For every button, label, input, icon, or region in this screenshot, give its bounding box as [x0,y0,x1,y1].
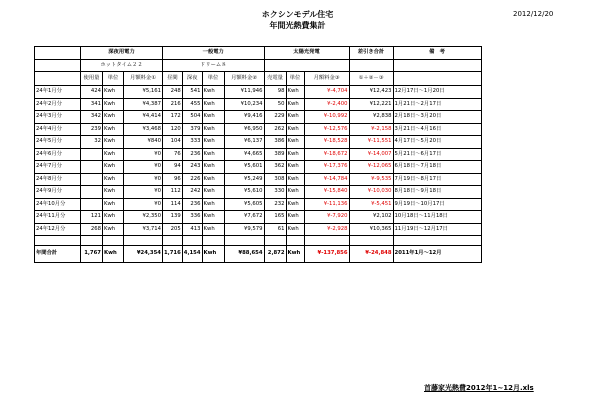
cell-sold-fee: ¥-17,376 [304,161,349,174]
table-row [35,223,482,236]
col-header: 売電量 [264,72,286,86]
cell-sold-fee: ¥-137,856 [304,246,349,263]
cell-month: 24年1月分 [35,86,81,99]
night-power-header: 深夜用電力 [81,47,163,60]
cell-sold-fee: ¥-2,400 [304,98,349,111]
cell-night-unit: Kwh [103,98,124,111]
cell-day: 248 [163,86,183,99]
col-header: 深夜 [182,72,202,86]
cell-period: 1月21日～2月17日 [393,98,481,111]
table-row [35,186,482,199]
cell-sold: 362 [264,161,286,174]
cell-gen-unit: Kwh [202,86,224,99]
cell-balance: ¥-5,451 [349,198,393,211]
cell-sold-unit: Kwh [286,223,304,236]
table-row [35,161,482,174]
cell-month: 24年2月分 [35,98,81,111]
cell-night-use [81,198,103,211]
cell-day: 139 [163,211,183,224]
cell-late: 379 [182,123,202,136]
cell-sold-unit: Kwh [286,86,304,99]
cell-sold-unit: Kwh [286,198,304,211]
table-row [35,86,482,99]
col-header: 月額料金② [224,72,264,86]
cell-late: 236 [182,198,202,211]
total-row [35,246,482,263]
cell-night-fee: ¥840 [124,136,163,149]
cell-period: 2011年1月～12月 [393,246,481,263]
cell-sold: 386 [264,136,286,149]
cell-sold-unit: Kwh [286,161,304,174]
column-header-row [35,72,482,86]
col-header: 月額料金③ [304,72,349,86]
cell-night-unit: Kwh [103,198,124,211]
cell-night-fee: ¥4,387 [124,98,163,111]
cell-period: 9月19日～10月17日 [393,198,481,211]
cell-balance: ¥-12,065 [349,161,393,174]
cell-month: 24年12月分 [35,223,81,236]
cell-gen-fee: ¥5,601 [224,161,264,174]
cell-gen-unit: Kwh [202,123,224,136]
cell-sold-fee: ¥-4,704 [304,86,349,99]
cell-balance: ¥2,838 [349,111,393,124]
cell-month: 24年9月分 [35,186,81,199]
cell-sold-fee: ¥-18,672 [304,148,349,161]
cell-late: 504 [182,111,202,124]
cell-balance: ¥-24,848 [349,246,393,263]
cell-day: 120 [163,123,183,136]
cell-sold: 308 [264,173,286,186]
cell-sold: 165 [264,211,286,224]
night-plan-name: ホットタイム２２ [81,60,163,72]
cell-month: 24年8月分 [35,173,81,186]
cell-month: 24年10月分 [35,198,81,211]
cell-day: 76 [163,148,183,161]
cell-day: 205 [163,223,183,236]
cell-period: 3月21日～4月16日 [393,123,481,136]
cell-late: 236 [182,148,202,161]
cell-month: 年間合計 [35,246,81,263]
cell-day: 172 [163,111,183,124]
col-header: 単位 [286,72,304,86]
cell-night-fee: ¥0 [124,161,163,174]
cell-late: 413 [182,223,202,236]
cell-gen-unit: Kwh [202,246,224,263]
cell-sold-fee: ¥-14,784 [304,173,349,186]
cell-night-unit: Kwh [103,246,124,263]
month-header-blank [35,47,81,60]
cell-late: 541 [182,86,202,99]
cell-sold: 2,872 [264,246,286,263]
cell-day: 104 [163,136,183,149]
col-header: 単位 [103,72,124,86]
cell-day: 1,716 [163,246,183,263]
group-header-row [35,47,482,60]
cell-day: 94 [163,161,183,174]
cell-gen-fee: ¥5,249 [224,173,264,186]
cell-late: 333 [182,136,202,149]
cell-period: 10月18日～11月18日 [393,211,481,224]
cell-late: 4,154 [182,246,202,263]
cell-gen-unit: Kwh [202,111,224,124]
table-row [35,136,482,149]
cell-night-use [81,161,103,174]
cell-night-use [81,173,103,186]
cell-night-use: 268 [81,223,103,236]
cell-night-fee: ¥0 [124,186,163,199]
cell-sold: 98 [264,86,286,99]
remarks-header: 備 考 [393,47,481,60]
cell-sold-fee: ¥-15,840 [304,186,349,199]
cell-sold: 229 [264,111,286,124]
cell-sold-fee: ¥-10,992 [304,111,349,124]
cell-gen-unit: Kwh [202,186,224,199]
cell-night-unit: Kwh [103,211,124,224]
cell-gen-fee: ¥5,610 [224,186,264,199]
cell-gen-fee: ¥11,946 [224,86,264,99]
cell-late: 455 [182,98,202,111]
cell-night-fee: ¥0 [124,198,163,211]
cell-gen-fee: ¥6,137 [224,136,264,149]
cell-period: 8月18日～9月18日 [393,186,481,199]
cell-night-use: 239 [81,123,103,136]
cell-night-use: 342 [81,111,103,124]
cell-sold-unit: Kwh [286,246,304,263]
cell-night-fee: ¥3,468 [124,123,163,136]
cell-night-fee: ¥5,161 [124,86,163,99]
cell-gen-fee: ¥9,416 [224,111,264,124]
cell-month: 24年7月分 [35,161,81,174]
cell-night-unit: Kwh [103,123,124,136]
cell-sold-unit: Kwh [286,123,304,136]
general-power-header: 一般電力 [163,47,265,60]
cell-day: 114 [163,198,183,211]
col-header: 単位 [202,72,224,86]
cell-month: 24年3月分 [35,111,81,124]
cell-gen-unit: Kwh [202,173,224,186]
cell-night-fee: ¥4,414 [124,111,163,124]
cell-sold: 232 [264,198,286,211]
cell-balance: ¥12,221 [349,98,393,111]
cell-night-unit: Kwh [103,148,124,161]
cell-gen-unit: Kwh [202,211,224,224]
cell-sold-unit: Kwh [286,173,304,186]
cell-night-unit: Kwh [103,173,124,186]
cell-night-use [81,148,103,161]
table-row [35,123,482,136]
cell-sold-fee: ¥-7,920 [304,211,349,224]
document-date: 2012/12/20 [513,10,554,18]
cell-gen-fee: ¥5,605 [224,198,264,211]
cell-night-use [81,186,103,199]
cell-night-fee: ¥24,354 [124,246,163,263]
cell-sold: 262 [264,123,286,136]
document-subtitle: 年間光熱費集計 [269,21,326,30]
cell-night-unit: Kwh [103,161,124,174]
cell-gen-fee: ¥10,234 [224,98,264,111]
cell-sold-unit: Kwh [286,111,304,124]
cell-period: 12月17日～1月20日 [393,86,481,99]
cell-sold-fee: ¥-11,136 [304,198,349,211]
cell-day: 112 [163,186,183,199]
cell-night-unit: Kwh [103,86,124,99]
cell-night-fee: ¥2,350 [124,211,163,224]
cell-gen-unit: Kwh [202,98,224,111]
cell-month: 24年6月分 [35,148,81,161]
balance-header: 差引き合計 [349,47,393,60]
cell-sold-unit: Kwh [286,148,304,161]
footer-filename: 首藤家光熱費2012年1~12月.xls [424,384,534,392]
cell-gen-fee: ¥4,665 [224,148,264,161]
energy-cost-table [34,46,482,263]
cell-night-use: 121 [81,211,103,224]
cell-night-unit: Kwh [103,111,124,124]
cell-late: 242 [182,186,202,199]
cell-day: 96 [163,173,183,186]
cell-period: 5月21日～6月17日 [393,148,481,161]
cell-period: 6月18日～7月18日 [393,161,481,174]
cell-night-unit: Kwh [103,223,124,236]
col-header: ①＋②－③ [349,72,393,86]
table-row [35,173,482,186]
col-header: 月額料金① [124,72,163,86]
cell-balance: ¥-9,535 [349,173,393,186]
cell-gen-fee: ¥88,654 [224,246,264,263]
cell-night-use: 32 [81,136,103,149]
cell-night-unit: Kwh [103,186,124,199]
cell-sold-unit: Kwh [286,98,304,111]
cell-late: 226 [182,173,202,186]
cell-balance: ¥2,102 [349,211,393,224]
cell-gen-fee: ¥9,579 [224,223,264,236]
cell-gen-unit: Kwh [202,198,224,211]
cell-sold-fee: ¥-2,928 [304,223,349,236]
cell-sold-fee: ¥-12,576 [304,123,349,136]
solar-header: 太陽光発電 [264,47,349,60]
plan-row [35,60,482,72]
cell-balance: ¥12,423 [349,86,393,99]
cell-period: 4月17日～5月20日 [393,136,481,149]
cell-gen-unit: Kwh [202,136,224,149]
cell-night-use: 1,767 [81,246,103,263]
cell-period: 11月19日～12月17日 [393,223,481,236]
cell-gen-fee: ¥7,672 [224,211,264,224]
cell-night-use: 341 [81,98,103,111]
cell-period: 2月18日～3月20日 [393,111,481,124]
cell-sold: 61 [264,223,286,236]
cell-gen-fee: ¥6,950 [224,123,264,136]
cell-late: 336 [182,211,202,224]
cell-sold-fee: ¥-18,528 [304,136,349,149]
cell-sold: 50 [264,98,286,111]
cell-night-unit: Kwh [103,136,124,149]
cell-period: 7月19日～8月17日 [393,173,481,186]
cell-month: 24年11月分 [35,211,81,224]
table-row [35,98,482,111]
col-header: 使用量 [81,72,103,86]
cell-month: 24年4月分 [35,123,81,136]
table-row [35,198,482,211]
cell-balance: ¥-14,007 [349,148,393,161]
cell-sold: 389 [264,148,286,161]
cell-night-use: 424 [81,86,103,99]
cell-gen-unit: Kwh [202,223,224,236]
table-row [35,111,482,124]
cell-sold-unit: Kwh [286,186,304,199]
cell-night-fee: ¥0 [124,173,163,186]
cell-gen-unit: Kwh [202,161,224,174]
cell-balance: ¥-11,551 [349,136,393,149]
cell-day: 216 [163,98,183,111]
cell-sold: 330 [264,186,286,199]
cell-balance: ¥-10,030 [349,186,393,199]
cell-balance: ¥-2,158 [349,123,393,136]
table-row [35,148,482,161]
cell-night-fee: ¥3,714 [124,223,163,236]
cell-night-fee: ¥0 [124,148,163,161]
table-row [35,211,482,224]
cell-month: 24年5月分 [35,136,81,149]
cell-sold-unit: Kwh [286,136,304,149]
spacer-row [35,236,482,246]
cell-late: 243 [182,161,202,174]
document-title: ホクシンモデル住宅 [261,10,334,19]
cell-sold-unit: Kwh [286,211,304,224]
col-header: 昼間 [163,72,183,86]
general-plan-name: ドリーム８ [163,60,265,72]
cell-gen-unit: Kwh [202,148,224,161]
cell-balance: ¥10,365 [349,223,393,236]
